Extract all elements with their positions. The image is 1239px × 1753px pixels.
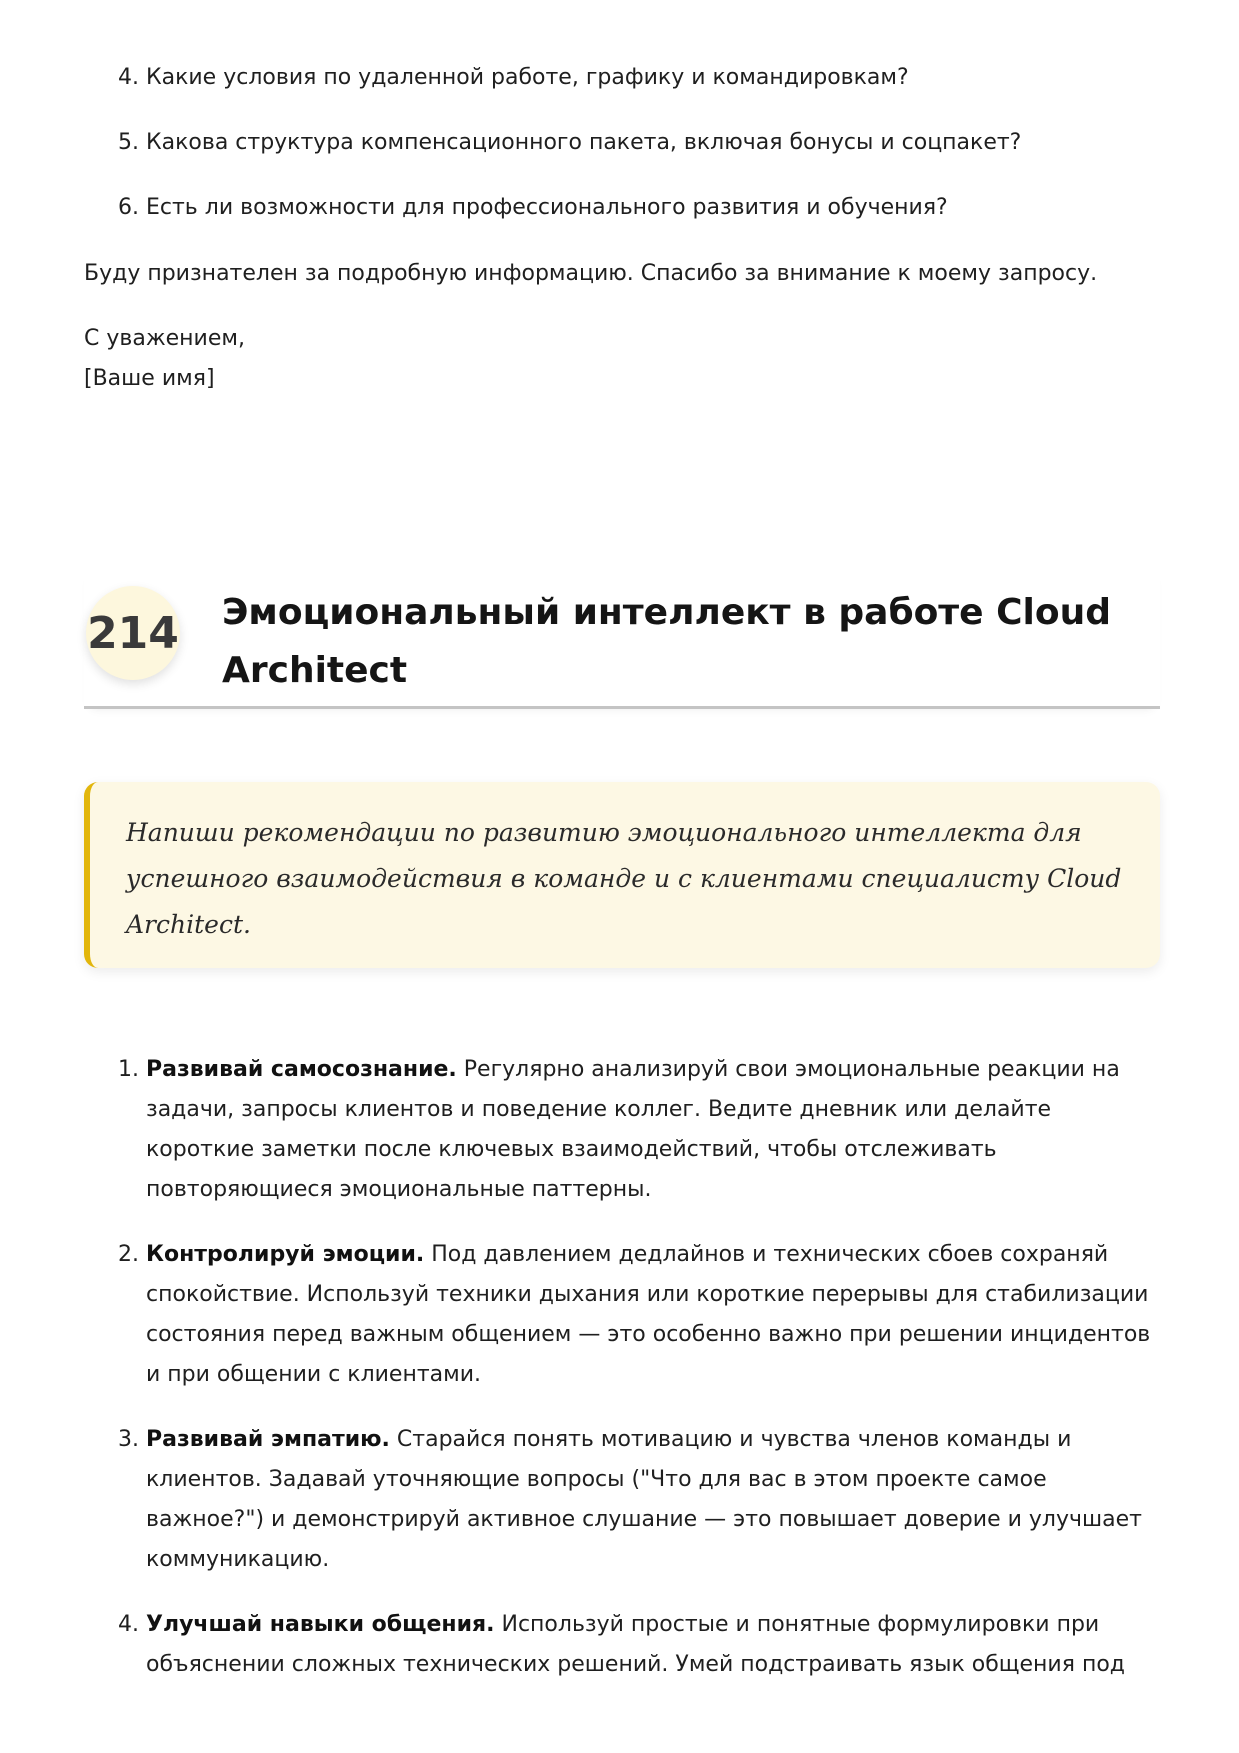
list-item-heading: Развивай эмпатию. xyxy=(146,1427,390,1452)
list-item-text: Регулярно анализируй свои эмоциональные реакции на задачи, запросы клиентов и поведение коллег. Ведите дневник или делайте короткие заметки после ключевых взаимодействий, чтобы отслеживать повторяющиеся эмоциональные паттерны. xyxy=(146,1057,1120,1202)
thanks-paragraph: Буду признателен за подробную информацию. Спасибо за внимание к моему запросу. xyxy=(84,261,1098,286)
list-item-text: Используй простые и понятные формулировки при объяснении сложных технических решений. Умей подстраивать язык общения под xyxy=(146,1612,1125,1677)
section-number-badge: 214 xyxy=(86,586,180,680)
list-item xyxy=(84,192,1160,224)
list-item-text: Какие условия по удаленной работе, графику и командировкам? xyxy=(146,65,909,90)
list-item xyxy=(84,1420,1160,1580)
list-item-heading: Развивай самосознание. xyxy=(146,1057,457,1082)
list-item xyxy=(84,62,1160,94)
list-item xyxy=(84,1605,1160,1685)
section-title: Эмоциональный интеллект в работе Cloud Architect xyxy=(222,592,1112,691)
signature-line: [Ваше имя] xyxy=(84,366,215,391)
prompt-callout xyxy=(84,782,1160,968)
list-item-number: 3. xyxy=(118,1427,139,1452)
list-item-text: Под давлением дедлайнов и технических сбоев сохраняй спокойствие. Используй техники дыхания или короткие перерывы для стабилизации состояния перед важным общением — это особенно важно при решении инцидентов и при общении с клиентами. xyxy=(146,1242,1151,1387)
intro-question-list xyxy=(84,62,1160,257)
list-item xyxy=(84,127,1160,159)
list-item-number: 6. xyxy=(118,195,139,220)
list-item xyxy=(84,1235,1160,1395)
list-item-heading: Улучшай навыки общения. xyxy=(146,1612,495,1637)
list-item xyxy=(84,1050,1160,1210)
section-header xyxy=(84,566,1160,709)
list-item-number: 4. xyxy=(118,65,139,90)
list-item-text: Есть ли возможности для профессионального развития и обучения? xyxy=(146,195,948,220)
prompt-text: Напиши рекомендации по развитию эмоционального интеллекта для успешного взаимодействия в команде и с клиентами специалисту Cloud Architect. xyxy=(126,818,1122,939)
closing-line: С уважением, xyxy=(84,326,245,351)
list-item-text: Старайся понять мотивацию и чувства членов команды и клиентов. Задавай уточняющие вопросы ("Что для вас в этом проекте самое важное?") и демонстрируй активное слушание — это повышает доверие и улучшает коммуникацию. xyxy=(146,1427,1142,1572)
list-item-number: 5. xyxy=(118,130,139,155)
list-item-number: 2. xyxy=(118,1242,139,1267)
recommendation-list xyxy=(84,1050,1160,1710)
list-item-number: 1. xyxy=(118,1057,139,1082)
list-item-text: Какова структура компенсационного пакета, включая бонусы и соцпакет? xyxy=(146,130,1022,155)
list-item-number: 4. xyxy=(118,1612,139,1637)
list-item-heading: Контролируй эмоции. xyxy=(146,1242,425,1267)
